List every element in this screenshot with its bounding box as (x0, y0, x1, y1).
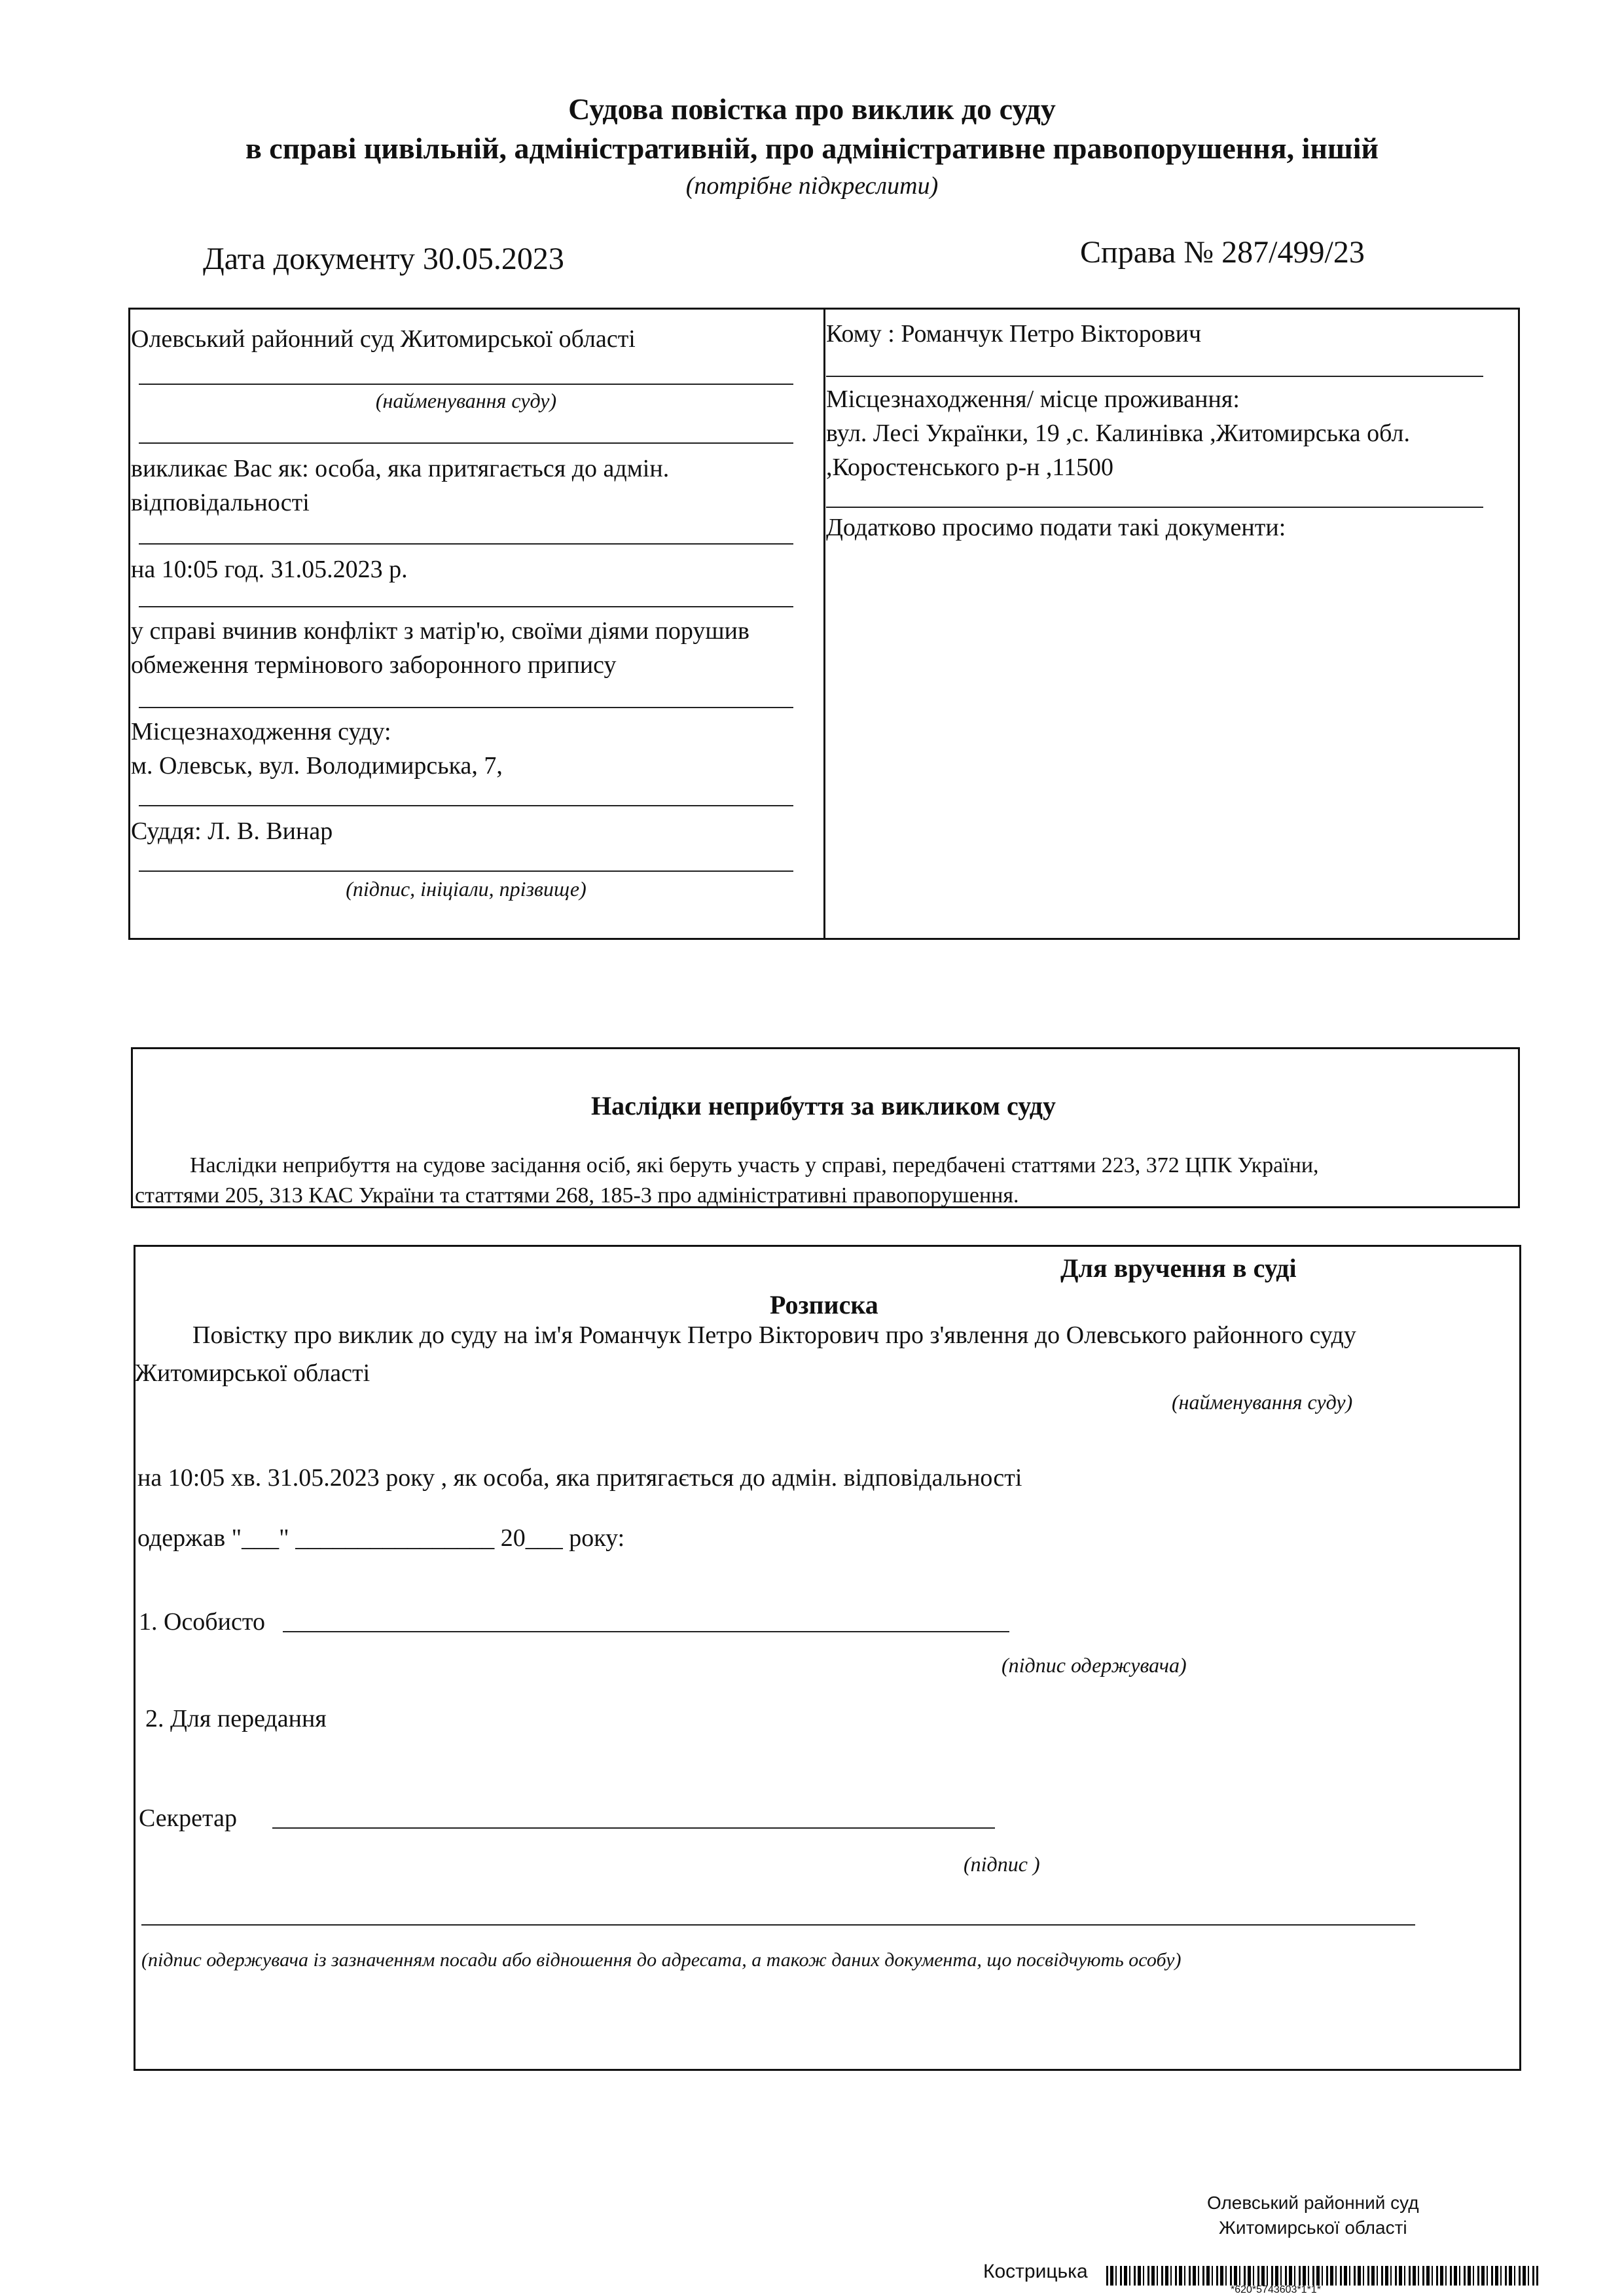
separator (139, 606, 793, 607)
recipient-signature-caption: (підпис одержувача) (1001, 1653, 1187, 1677)
footnote-line (141, 1924, 1415, 1926)
summons-as: викликає Вас як: особа, яка притягається до адмін. (131, 455, 670, 482)
receipt-text: Повістку про виклик до суду на ім'я Романчук Петро Вікторович про з'явлення до Олевського районного суду (192, 1321, 1356, 1349)
separator (139, 707, 793, 708)
separator (139, 805, 793, 806)
signature-caption: (підпис, ініціали, прізвище) (346, 877, 586, 901)
for-court-delivery: Для вручення в суді (1060, 1253, 1297, 1283)
stamp-region: Житомирської області (1219, 2217, 1407, 2238)
document-date: Дата документу 30.05.2023 (203, 242, 564, 276)
consequences-text: Наслідки неприбуття на судове засідання осіб, які беруть участь у справі, передбачені статтями 223, 372 ЦПК України, (190, 1153, 1319, 1177)
signature-line (139, 870, 793, 872)
barcode (1106, 2266, 1538, 2286)
consequences-title: Наслідки неприбуття за викликом суду (591, 1091, 1056, 1121)
barcode-code: *620*5743603*1*1* (1231, 2284, 1321, 2295)
received-date: одержав "___" ________________ 20___ року: (137, 1524, 625, 1552)
document-title: Судова повістка про виклик до суду (568, 92, 1056, 126)
court-name-line (139, 384, 793, 385)
document-subtitle: в справі цивільній, адміністративній, про адміністративне правопорушення, іншій (245, 132, 1379, 165)
residence-label: Місцезнаходження/ місце проживання: (826, 386, 1240, 413)
recipient: Кому : Романчук Петро Вікторович (826, 320, 1202, 348)
court-name: Олевський районний суд Житомирської області (131, 325, 636, 353)
residence-address: вул. Лесі Українки, 19 ,с. Калинівка ,Житомирська обл. (826, 420, 1411, 447)
consequences-text-cont: статтями 205, 313 КАС України та статтями 268, 185-3 про адміністративні правопорушення. (135, 1183, 1019, 1208)
court-caption: (найменування суду) (375, 389, 557, 412)
separator (139, 543, 793, 545)
receipt-text-cont: Житомирської області (135, 1359, 370, 1387)
transfer-label: 2. Для передання (145, 1705, 327, 1732)
separator (139, 442, 793, 444)
clerk-name: Кострицька (983, 2261, 1088, 2282)
recipient-signature-line (283, 1631, 1009, 1632)
receipt-court-caption: (найменування суду) (1172, 1390, 1353, 1414)
documents-label: Додатково просимо подати такі документи: (826, 514, 1286, 541)
judge: Суддя: Л. В. Винар (131, 817, 333, 845)
residence-address-cont: ,Коростенського р-н ,11500 (826, 454, 1114, 481)
personally-label: 1. Особисто (139, 1608, 265, 1636)
separator (826, 376, 1483, 377)
secretary-signature-line (272, 1827, 995, 1829)
court-location-label: Місцезнаходження суду: (131, 718, 391, 745)
case-matter-cont: обмеження термінового заборонного припису (131, 651, 617, 679)
hearing-time: на 10:05 год. 31.05.2023 р. (131, 556, 408, 583)
case-number: Справа № 287/499/23 (1080, 235, 1365, 270)
court-location: м. Олевськ, вул. Володимирська, 7, (131, 752, 503, 780)
secretary-label: Секретар (139, 1804, 237, 1832)
footnote: (підпис одержувача із зазначенням посади або відношення до адресата, а також даних документа, що посвідчують особу) (141, 1949, 1182, 1971)
secretary-signature-caption: (підпис ) (964, 1852, 1040, 1876)
receipt-title: Розписка (770, 1290, 878, 1319)
receipt-time: на 10:05 хв. 31.05.2023 року , як особа, яка притягається до адмін. відповідальності (137, 1464, 1022, 1492)
separator (826, 507, 1483, 508)
column-divider (823, 308, 825, 938)
summons-as-cont: відповідальності (131, 489, 310, 516)
case-matter: у справі вчинив конфлікт з матір'ю, своїми діями порушив (131, 617, 749, 645)
underline-note: (потрібне підкреслити) (685, 172, 939, 200)
stamp-court: Олевський районний суд (1207, 2193, 1419, 2213)
